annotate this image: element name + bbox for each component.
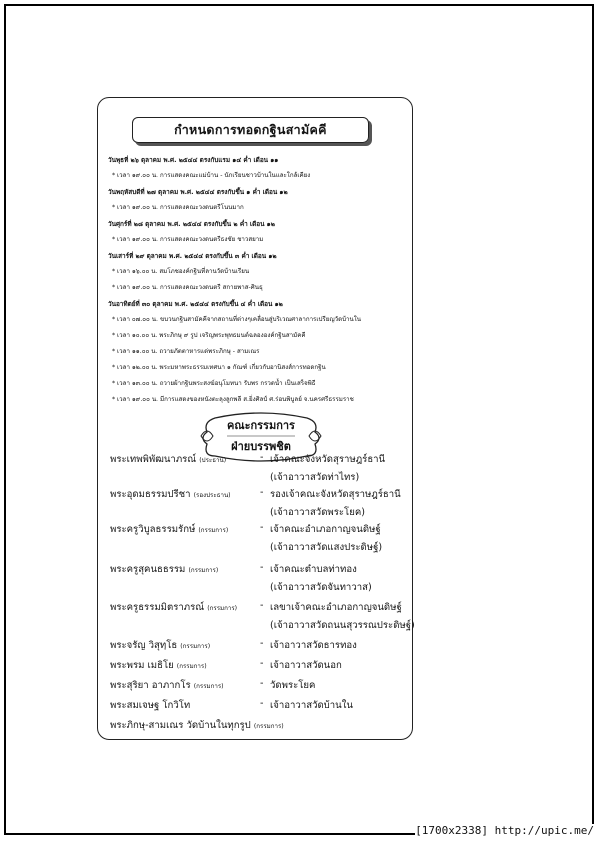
member-name-text: พระพรม เมธิโย xyxy=(110,660,174,671)
member-position: เจ้าอาวาสวัดนอก xyxy=(270,660,342,671)
member-role: (กรรมการ) xyxy=(176,663,207,670)
member-name xyxy=(110,522,228,537)
member-name-text: พระอุดมธรรมปรีชา xyxy=(110,489,191,500)
member-position: รองเจ้าคณะจังหวัดสุราษฎร์ธานี xyxy=(270,489,401,500)
member-name-text: พระครูสุคนธธรรม xyxy=(110,564,186,575)
member-name xyxy=(110,600,237,615)
page-title: กำหนดการทอดกฐินสามัคคี xyxy=(132,117,369,143)
member-name-text: พระสุริยา อาภากโร xyxy=(110,680,191,691)
schedule-item: * เวลา ๑๙.๐๐ น. การแสดงคณะวงดนตรีธงชัย ชาวสยาม xyxy=(112,236,264,243)
separator-dash: - xyxy=(260,562,264,573)
member-position: เจ้าอาวาสวัดธารทอง xyxy=(270,640,357,651)
member-role: (กรรมการ) xyxy=(188,567,219,574)
separator-dash: - xyxy=(260,522,264,533)
member-position: เจ้าคณะจังหวัดสุราษฎร์ธานี xyxy=(270,454,386,465)
member-name xyxy=(110,698,190,713)
member-temple: (เจ้าอาวาสวัดท่าไทร) xyxy=(270,472,360,483)
member-temple: (เจ้าอาวาสวัดแสงประดิษฐ์) xyxy=(270,542,383,553)
member-position: เจ้าคณะตำบลท่าทอง xyxy=(270,564,357,575)
member-role: (ประธาน) xyxy=(199,457,227,464)
separator-dash: - xyxy=(260,698,264,709)
schedule-item: * เวลา ๑๑.๐๐ น. ถวายภัตตาหารแด่พระภิกษุ - สามเณร xyxy=(112,348,260,355)
schedule-item: * เวลา ๐๗.๐๐ น. ขบวนกฐินสามัคคีจากสถานที่ต่างๆเคลื่อนสู่บริเวณศาลาการเปรียญวัดบ้านใน xyxy=(112,316,362,323)
member-name xyxy=(110,452,226,467)
schedule-day-heading: วันพุธที่ ๒๖ ตุลาคม พ.ศ. ๒๕๔๔ ตรงกับแรม ๑๔ ค่ำ เดือน ๑๑ xyxy=(108,156,279,164)
separator-dash: - xyxy=(260,658,264,669)
member-name xyxy=(110,638,210,653)
schedule-item: * เวลา ๑๒.๐๐ น. พระมหาพระธรรมเทศนา ๑ กัณฑ์ เกี่ยวกับอานิสงส์การทอดกฐิน xyxy=(112,364,326,371)
schedule-item: * เวลา ๑๙.๐๐ น. การแสดงคณะวงดนตรี สกายพาส-ศินธุ xyxy=(112,284,263,291)
member-name xyxy=(110,562,218,577)
member-name xyxy=(110,658,207,673)
banner-line-2: ฝ่ายบรรพชิต xyxy=(231,440,291,453)
schedule-item: * เวลา ๑๖.๐๐ น. สมโภชองค์กฐินที่ลานวัดบ้านเรียน xyxy=(112,268,250,275)
member-role: (กรรมการ) xyxy=(180,643,211,650)
member-position: เจ้าอาวาสวัดบ้านใน xyxy=(270,700,353,711)
member-role: (กรรมการ) xyxy=(253,723,284,730)
member-role: (กรรมการ) xyxy=(193,683,224,690)
member-position: วัดพระโยค xyxy=(270,680,316,691)
schedule-day-heading: วันพฤหัสบดีที่ ๒๗ ตุลาคม พ.ศ. ๒๕๔๔ ตรงกับขึ้น ๑ ค่ำ เดือน ๑๒ xyxy=(108,188,288,196)
member-temple: (เจ้าอาวาสวัดจันทาวาส) xyxy=(270,582,372,593)
separator-dash: - xyxy=(260,600,264,611)
member-temple: (เจ้าอาวาสวัดพระโยค) xyxy=(270,507,365,518)
member-name-text: พระเทพพิพัฒนาภรณ์ xyxy=(110,454,197,465)
member-position: เจ้าคณะอำเภอกาญจนดิษฐ์ xyxy=(270,524,381,535)
member-name xyxy=(110,678,224,693)
schedule-item: * เวลา ๑๓.๐๐ น. ถวายผ้ากฐินพระสงฆ์อนุโมทนา รับพร กรวดน้ำ เป็นเสร็จพิธี xyxy=(112,380,316,387)
separator-dash: - xyxy=(260,452,264,463)
banner-line-1: คณะกรรมการ xyxy=(227,419,295,432)
member-position: เลขาเจ้าคณะอำเภอกาญจนดิษฐ์ xyxy=(270,602,402,613)
schedule-day-heading: วันอาทิตย์ที่ ๓๐ ตุลาคม พ.ศ. ๒๕๔๔ ตรงกับขึ้น ๔ ค่ำ เดือน ๑๒ xyxy=(108,300,283,308)
schedule-item: * เวลา ๑๐.๐๐ น. พระภิกษุ ๙ รูป เจริญพระพุทธมนต์ฉลององค์กฐินสามัคคี xyxy=(112,332,306,339)
schedule-list xyxy=(108,152,408,408)
member-name-text: พระสมเจษฐ โกวิโท xyxy=(110,700,191,711)
member-name-text: พระภิกษุ-สามเณร วัดบ้านในทุกรูป xyxy=(110,720,251,731)
image-footer: [1700x2338] http://upic.me/ xyxy=(415,824,594,837)
schedule-item: * เวลา ๑๙.๐๐ น. มีการแสดงของหนังตะลุงลูกพลี ส.ยิ่งศิลป์ ศ.ร่อนพิบูลย์ จ.นครศรีธรรมราช xyxy=(112,396,354,403)
schedule-item: * เวลา ๑๙.๐๐ น. การแสดงคณะวงดนตรีโนนมาก xyxy=(112,204,244,211)
member-name-text: พระจรัญ วิสุทฺโธ xyxy=(110,640,178,651)
member-role: (กรรมการ) xyxy=(207,605,238,612)
schedule-item: * เวลา ๑๙.๐๐ น. การแสดงคณะแม่บ้าน - นักเรียนชาวบ้านในและใกล้เคียง xyxy=(112,172,311,179)
member-name xyxy=(110,487,231,502)
schedule-day-heading: วันเสาร์ที่ ๒๙ ตุลาคม พ.ศ. ๒๕๔๔ ตรงกับขึ้น ๓ ค่ำ เดือน ๑๒ xyxy=(108,252,277,260)
separator-dash: - xyxy=(260,678,264,689)
member-role: (รองประธาน) xyxy=(193,492,231,499)
member-temple: (เจ้าอาวาสวัดถนนสุวรรณประดิษฐ์) xyxy=(270,620,415,631)
member-role: (กรรมการ) xyxy=(198,527,229,534)
separator-dash: - xyxy=(260,487,264,498)
member-name-text: พระครูธรรมมิตราภรณ์ xyxy=(110,602,205,613)
member-name-text: พระครูวิบูลธรรมรักษ์ xyxy=(110,524,196,535)
member-name xyxy=(110,718,284,733)
separator-dash: - xyxy=(260,638,264,649)
schedule-day-heading: วันศุกร์ที่ ๒๘ ตุลาคม พ.ศ. ๒๕๔๔ ตรงกับขึ้น ๒ ค่ำ เดือน ๑๒ xyxy=(108,220,275,228)
